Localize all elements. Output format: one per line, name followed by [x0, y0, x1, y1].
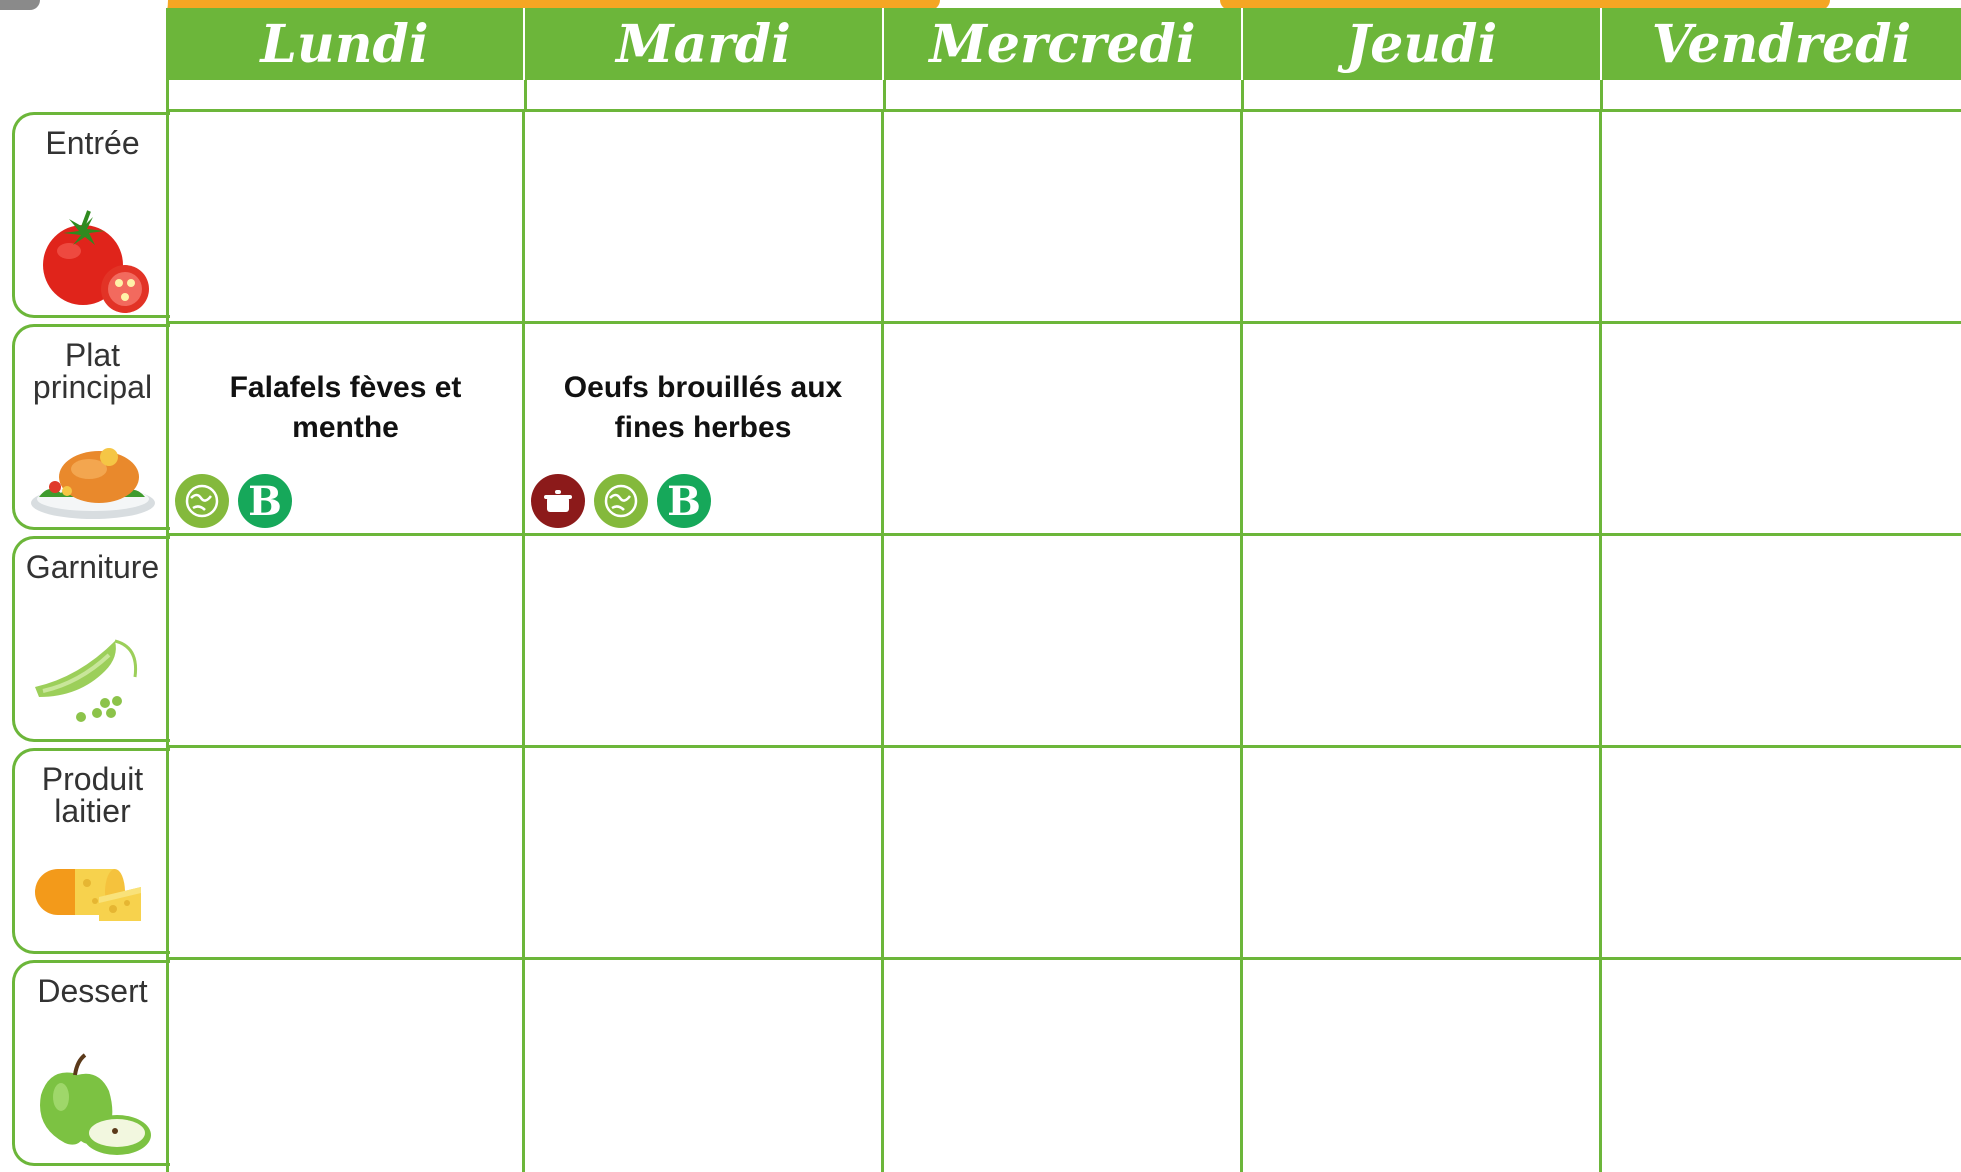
cell-plat-mercredi: [884, 324, 1243, 533]
badge-list: [175, 474, 292, 528]
bio-icon: B: [238, 474, 292, 528]
bio-icon: B: [657, 474, 711, 528]
cell-laitier-lundi: [166, 748, 525, 957]
cooking-pot-icon: [531, 474, 585, 528]
category-plat: [12, 324, 170, 530]
category-label: Dessert: [37, 973, 148, 1009]
row-entree: [166, 112, 1961, 324]
pea-pod-icon: [29, 627, 157, 737]
cell-entree-lundi: [166, 112, 525, 321]
cell-garniture-mercredi: [884, 536, 1243, 745]
apple-icon: [29, 1051, 157, 1161]
cell-entree-jeudi: [1243, 112, 1602, 321]
cell-laitier-jeudi: [1243, 748, 1602, 957]
earth-icon: [175, 474, 229, 528]
row-laitier: [166, 748, 1961, 960]
subrow-cell: [1603, 80, 1961, 109]
dish-name: Falafels fèves et menthe: [229, 371, 462, 444]
day-header-vendredi: Vendredi: [1651, 13, 1912, 75]
cell-dessert-lundi: [166, 960, 525, 1172]
decoration-corner: [0, 0, 40, 10]
cell-dessert-jeudi: [1243, 960, 1602, 1172]
cell-plat-mardi: [525, 324, 884, 533]
cell-plat-jeudi: [1243, 324, 1602, 533]
category-garniture: [12, 536, 170, 742]
subrow-cell: [527, 80, 885, 109]
cell-laitier-mardi: [525, 748, 884, 957]
category-label: Produit laitier: [41, 761, 144, 829]
category-laitier: [12, 748, 170, 954]
cell-dessert-vendredi: [1602, 960, 1961, 1172]
cell-garniture-lundi: [166, 536, 525, 745]
category-label: Plat principal: [32, 337, 153, 405]
day-header-mardi: Mardi: [525, 8, 884, 80]
row-plat: [166, 324, 1961, 536]
roast-chicken-icon: [29, 415, 157, 525]
day-header-jeudi: Jeudi: [1243, 8, 1602, 80]
header-subrow: [166, 80, 1961, 112]
dish-name: Oeufs brouillés aux fines herbes: [563, 371, 843, 444]
days-header: [166, 8, 1961, 80]
row-garniture: [166, 536, 1961, 748]
day-header-mercredi: Mercredi: [884, 8, 1243, 80]
cell-laitier-vendredi: [1602, 748, 1961, 957]
earth-icon: [594, 474, 648, 528]
cell-dessert-mercredi: [884, 960, 1243, 1172]
cell-entree-mardi: [525, 112, 884, 321]
day-header-lundi: Lundi: [166, 8, 525, 80]
cell-dessert-mardi: [525, 960, 884, 1172]
cell-plat-vendredi: [1602, 324, 1961, 533]
category-entree: [12, 112, 170, 318]
tomato-icon: [29, 203, 157, 313]
category-dessert: [12, 960, 170, 1166]
cell-entree-mercredi: [884, 112, 1243, 321]
category-label: Garniture: [25, 549, 160, 585]
subrow-cell: [169, 80, 527, 109]
cell-garniture-jeudi: [1243, 536, 1602, 745]
category-column: [12, 112, 170, 1172]
cell-entree-vendredi: [1602, 112, 1961, 321]
cell-plat-lundi: [166, 324, 525, 533]
cell-garniture-mardi: [525, 536, 884, 745]
subrow-cell: [1244, 80, 1602, 109]
badge-list: [531, 474, 711, 528]
category-label: Entrée: [45, 125, 140, 161]
subrow-cell: [886, 80, 1244, 109]
cheese-icon: [29, 839, 157, 949]
menu-grid: [166, 112, 1961, 1172]
cell-garniture-vendredi: [1602, 536, 1961, 745]
row-dessert: [166, 960, 1961, 1172]
cell-laitier-mercredi: [884, 748, 1243, 957]
